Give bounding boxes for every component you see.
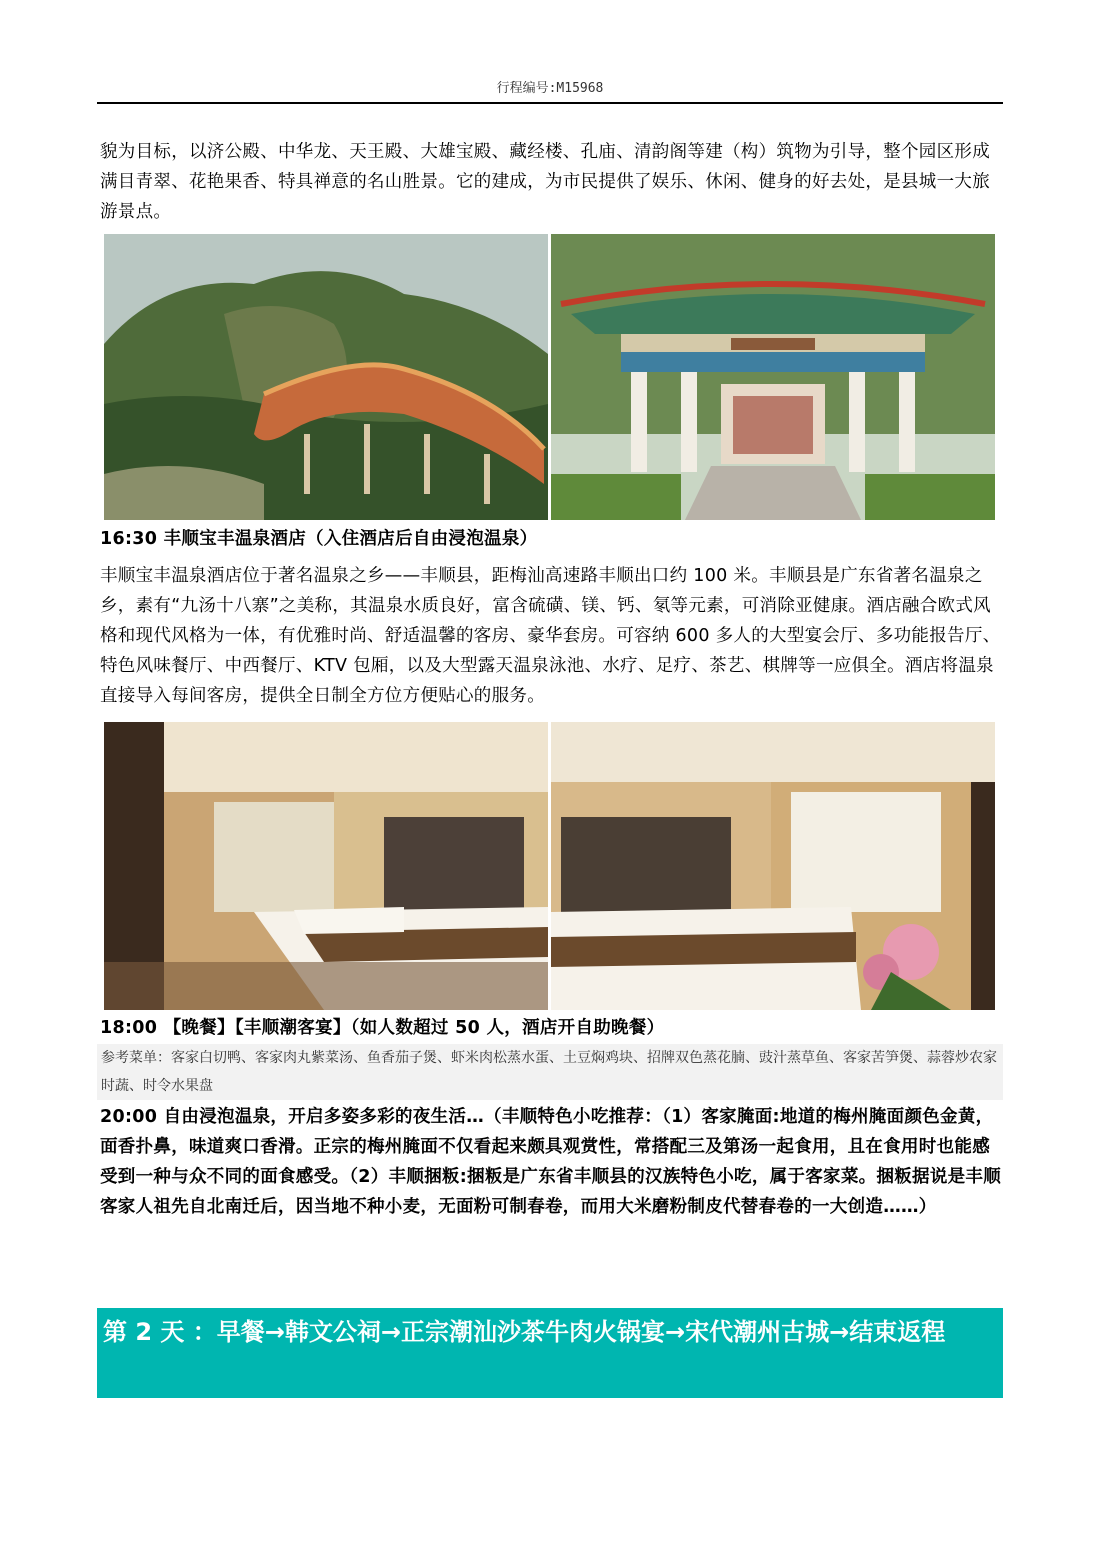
itinerary-code: 行程编号:M15968 — [496, 81, 604, 96]
dinner-heading — [100, 1013, 1004, 1043]
hotel-paragraph: 丰顺宝丰温泉酒店位于著名温泉之乡——丰顺县，距梅汕高速路丰顺出口约 100 米。丰顺县是广东省著名温泉之乡，素有“九汤十八寨”之美称，其温泉水质良好，富含硫磺、镁、钙、氡等元素，可消除亚健康。酒店融合欧式风格和现代风格为一体，有优雅时尚、舒适温馨的客房、豪华套房。可容纳 600 多人的大型宴会厅、多功能报告厅、特色风味餐厅、中西餐厅、KTV 包厢，以及大型露天温泉泳池、水疗、足疗、茶艺、棋牌等一应俱全。酒店将温泉直接导入每间客房，提供全日制全方位方便贴心的服务。 — [100, 566, 1001, 706]
hotel-time: 16:30 — [100, 529, 158, 549]
night-time: 20:00 — [100, 1107, 158, 1127]
dragon-corridor-photo — [104, 234, 548, 520]
itinerary-header — [97, 76, 1003, 104]
dinner-title: 【晚餐】【丰顺潮客宴】（如人数超过 50 人，酒店开自助晚餐） — [163, 1018, 665, 1038]
night-text: 自由浸泡温泉，开启多姿多彩的夜生活…（丰顺特色小吃推荐：（1）客家腌面:地道的梅州腌面颜色金黄，面香扑鼻，味道爽口香滑。正宗的梅州腌面不仅看起来颇具观赏性，常搭配三及第汤一起食用，且在食用时也能感受到一种与众不同的面食感受。（2）丰顺捆粄:捆粄是广东省丰顺县的汉族特色小吃，属于客家菜。捆粄据说是丰顺客家人祖先自北南迁后，因当地不种小麦，无面粉可制春卷，而用大米磨粉制皮代替春卷的一大创造……） — [100, 1107, 1002, 1217]
dinner-time: 18:00 — [100, 1018, 158, 1038]
hotel-title: 丰顺宝丰温泉酒店（入住酒店后自由浸泡温泉） — [163, 529, 538, 549]
menu-box — [97, 1044, 1003, 1100]
hotel-room-photo-1 — [104, 722, 548, 1010]
menu-text: 参考菜单：客家白切鸭、客家肉丸紫菜汤、鱼香茄子煲、虾米肉松蒸水蛋、土豆焖鸡块、招牌双色蒸花腩、豉汁蒸草鱼、客家苦笋煲、蒜蓉炒农家时蔬、时令水果盘 — [101, 1050, 997, 1094]
day-2-title: 第 2 天 ：早餐→韩文公祠→正宗潮汕沙茶牛肉火锅宴→宋代潮州古城→结束返程 — [103, 1318, 946, 1346]
hotel-room-photo-2 — [551, 722, 995, 1010]
intro-paragraph: 貌为目标，以济公殿、中华龙、天王殿、大雄宝殿、藏经楼、孔庙、清韵阁等建（构）筑物为引导，整个园区形成满目青翠、花艳果香、特具禅意的名山胜景。它的建成，为市民提供了娱乐、休闲、健身的好去处，是县城一大旅游景点。 — [100, 142, 990, 222]
guanyin-pavilion-photo — [551, 234, 995, 520]
day-2-heading — [97, 1308, 1003, 1398]
hotel-heading — [100, 524, 1004, 554]
night-paragraph — [100, 1102, 1004, 1222]
